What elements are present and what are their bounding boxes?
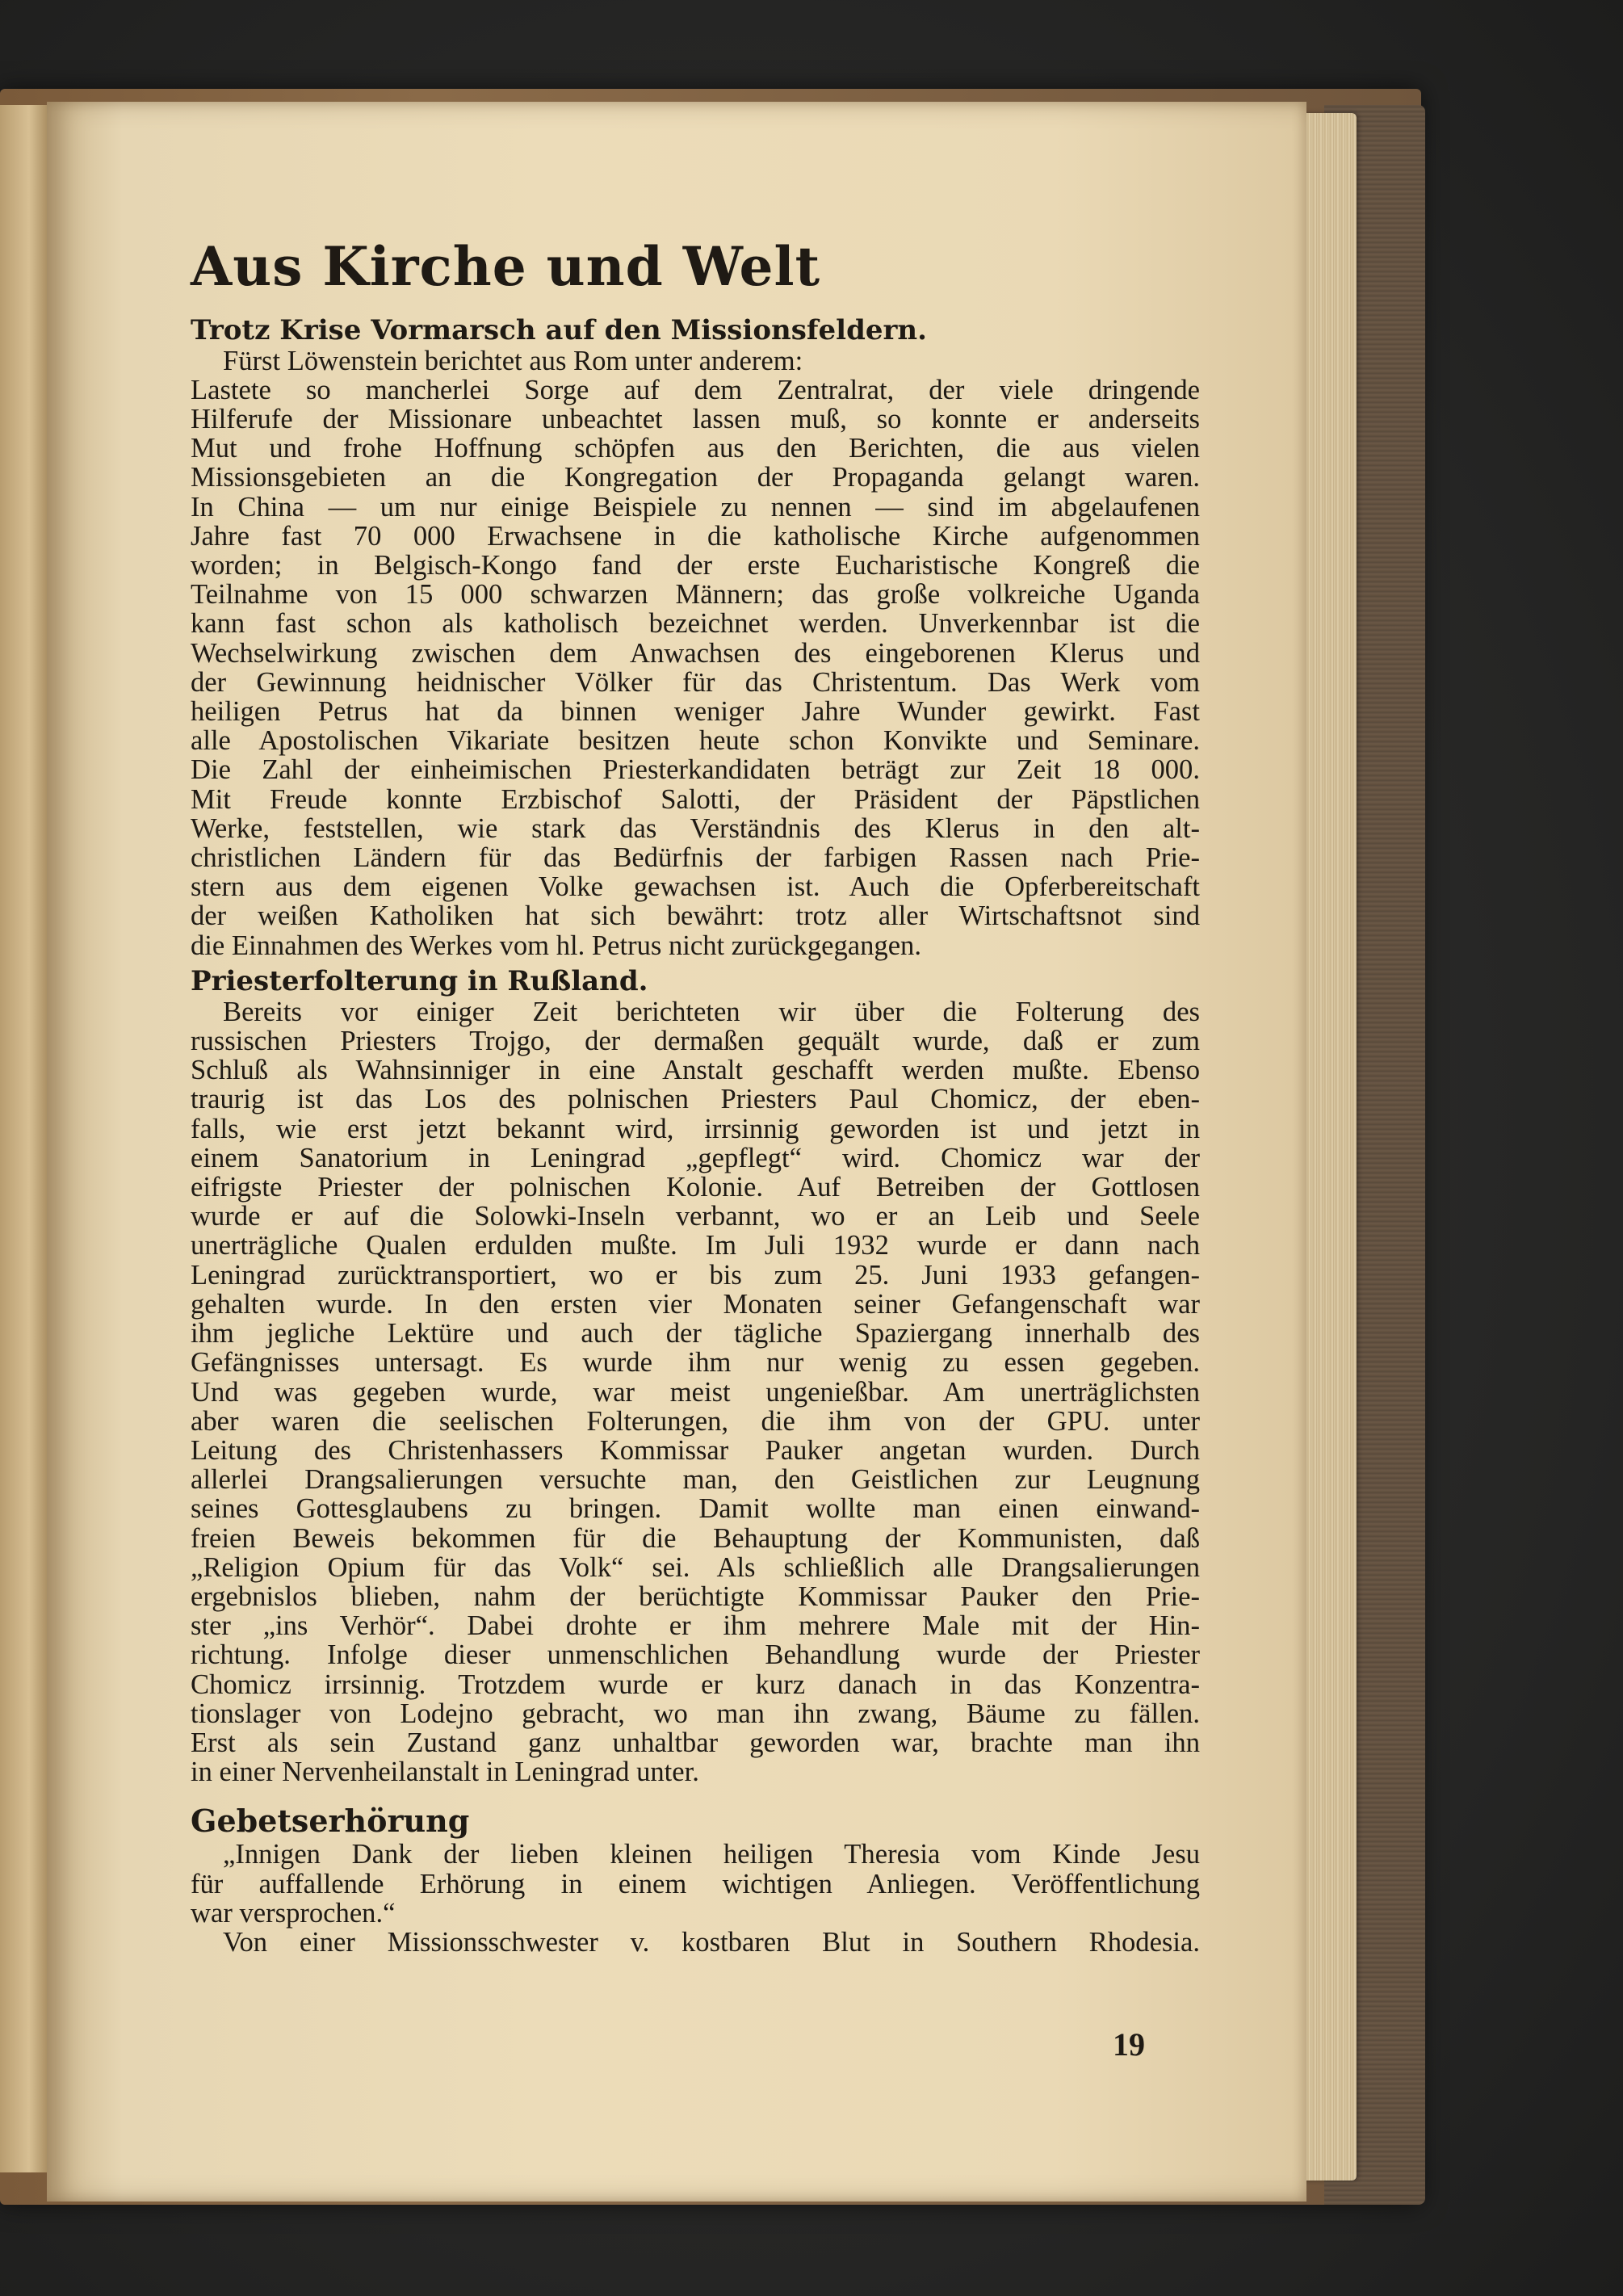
text-line: „Religion Opium für das Volk“ sei. Als schließlich alle Drangsalierungen	[191, 1551, 1200, 1583]
text-line: allerlei Drangsalierungen versuchte man, den Geistlichen zur Leugnung	[191, 1464, 1200, 1496]
text-line: Leningrad zurücktransportiert, wo er bis zum 25. Juni 1933 gefangen-	[191, 1259, 1200, 1291]
text-line: für auffallende Erhörung in einem wichtigen Anliegen. Veröffentlichung	[191, 1868, 1200, 1899]
text-line: aber waren die seelischen Folterungen, die ihm von der GPU. unter	[191, 1405, 1200, 1437]
text-line: Fürst Löwenstein berichtet aus Rom unter anderem:	[223, 345, 803, 376]
text-line: seines Gottesglaubens zu bringen. Damit wollte man einen einwand-	[191, 1493, 1200, 1525]
section-body	[191, 997, 1200, 1786]
text-line: falls, wie erst jetzt bekannt wird, irrsinnig geworden ist und jetzt in	[191, 1113, 1200, 1144]
text-line: Chomicz irrsinnig. Trotzdem wurde er kurz danach in das Konzentra-	[191, 1668, 1200, 1700]
text-line: Gefängnisses untersagt. Es wurde ihm nur wenig zu essen gegeben.	[191, 1347, 1200, 1379]
text-line: Wechselwirkung zwischen dem Anwachsen des eingeborenen Klerus und	[191, 637, 1200, 669]
text-line: der weißen Katholiken hat sich bewährt: trotz aller Wirtschaftsnot sind	[191, 900, 1200, 932]
text-line: einem Sanatorium in Leningrad „gepflegt“ wird. Chomicz war der	[191, 1142, 1200, 1173]
text-line: Von einer Missionsschwester v. kostbaren Blut in Southern Rhodesia.	[223, 1926, 1200, 1958]
text-line: tionslager von Lodejno gebracht, wo man ihn zwang, Bäume zu fällen.	[191, 1698, 1200, 1729]
text-line: russischen Priesters Trojgo, der dermaßen gequält wurde, daß er zum	[191, 1026, 1200, 1057]
text-line: Teilnahme von 15 000 schwarzen Männern; das große volkreiche Uganda	[191, 579, 1200, 611]
text-line: stern aus dem eigenen Volke gewachsen ist. Auch die Opferbereitschaft	[191, 871, 1200, 903]
text-line: alle Apostolischen Vikariate besitzen heute schon Konvikte und Seminare.	[191, 725, 1200, 757]
text-line: richtung. Infolge dieser unmenschlichen Behandlung wurde der Priester	[191, 1639, 1200, 1671]
section-heading: Priesterfolterung in Rußland.	[191, 964, 648, 997]
page-content	[191, 237, 1200, 1957]
text-line: Schluß als Wahnsinniger in eine Anstalt geschafft werden mußte. Ebenso	[191, 1055, 1200, 1086]
section-body	[191, 346, 1200, 960]
section-body	[191, 1840, 1200, 1957]
text-line: Mit Freude konnte Erzbischof Salotti, der Präsident der Päpstlichen	[191, 783, 1200, 815]
text-line: ster „ins Verhör“. Dabei drohte er ihm mehrere Male mit der Hin-	[191, 1610, 1200, 1642]
section-heading: Trotz Krise Vormarsch auf den Missionsfeldern.	[191, 313, 927, 346]
text-line: Die Zahl der einheimischen Priesterkandidaten beträgt zur Zeit 18 000.	[191, 754, 1200, 786]
text-line: Lastete so mancherlei Sorge auf dem Zentralrat, der viele dringende	[191, 374, 1200, 405]
text-line: christlichen Ländern für das Bedürfnis der farbigen Rassen nach Prie-	[191, 842, 1200, 874]
text-line: freien Beweis bekommen für die Behauptung der Kommunisten, daß	[191, 1522, 1200, 1554]
text-line: wurde er auf die Solowki-Inseln verbannt, wo er an Leib und Seele	[191, 1201, 1200, 1232]
text-line: In China — um nur einige Beispiele zu nennen — sind im abgelaufenen	[191, 491, 1200, 523]
text-line: heiligen Petrus hat da binnen weniger Jahre Wunder gewirkt. Fast	[191, 696, 1200, 728]
section-heading: Gebetserhörung	[191, 1803, 470, 1840]
text-line: traurig ist das Los des polnischen Priesters Paul Chomicz, der eben-	[191, 1084, 1200, 1115]
text-line: Werke, feststellen, wie stark das Verständnis des Klerus in den alt-	[191, 812, 1200, 844]
text-line: Bereits vor einiger Zeit berichteten wir über die Folterung des	[223, 996, 1200, 1027]
text-line: worden; in Belgisch-Kongo fand der erste Eucharistische Kongreß die	[191, 550, 1200, 581]
text-line: unerträgliche Qualen erdulden mußte. Im Juli 1932 wurde er dann nach	[191, 1230, 1200, 1261]
text-line: die Einnahmen des Werkes vom hl. Petrus nicht zurückgegangen.	[191, 930, 921, 961]
text-line: ihm jegliche Lektüre und auch der tägliche Spaziergang innerhalb des	[191, 1318, 1200, 1349]
text-line: Mut und frohe Hoffnung schöpfen aus den Berichten, die aus vielen	[191, 433, 1200, 464]
text-line: in einer Nervenheilanstalt in Leningrad unter.	[191, 1757, 699, 1788]
text-line: kann fast schon als katholisch bezeichnet werden. Unverkennbar ist die	[191, 608, 1200, 640]
text-line: Missionsgebieten an die Kongregation der Propaganda gelangt waren.	[191, 462, 1200, 493]
text-line: war versprochen.“	[191, 1897, 396, 1929]
text-line: ergebnislos blieben, nahm der berüchtigte Kommissar Pauker den Prie-	[191, 1580, 1200, 1612]
facing-page-edge	[0, 105, 48, 2172]
book-page	[47, 102, 1306, 2202]
page-number: 19	[1113, 2026, 1145, 2063]
text-line: Leitung des Christenhassers Kommissar Pauker angetan wurden. Durch	[191, 1434, 1200, 1466]
text-line: Und was gegeben wurde, war meist ungenießbar. Am unerträglichsten	[191, 1376, 1200, 1408]
text-line: eifrigste Priester der polnischen Kolonie. Auf Betreiben der Gottlosen	[191, 1172, 1200, 1203]
text-line: der Gewinnung heidnischer Völker für das Christentum. Das Werk vom	[191, 666, 1200, 698]
text-line: Jahre fast 70 000 Erwachsene in die katholische Kirche aufgenommen	[191, 520, 1200, 552]
text-line: Hilferufe der Missionare unbeachtet lassen muß, so konnte er anderseits	[191, 404, 1200, 434]
page-title: Aus Kirche und Welt	[191, 235, 821, 298]
text-line: gehalten wurde. In den ersten vier Monaten seiner Gefangenschaft war	[191, 1288, 1200, 1320]
text-line: „Innigen Dank der lieben kleinen heiligen Theresia vom Kinde Jesu	[223, 1839, 1200, 1870]
page-edges	[1300, 113, 1357, 2181]
text-line: Erst als sein Zustand ganz unhaltbar geworden war, brachte man ihn	[191, 1727, 1200, 1758]
